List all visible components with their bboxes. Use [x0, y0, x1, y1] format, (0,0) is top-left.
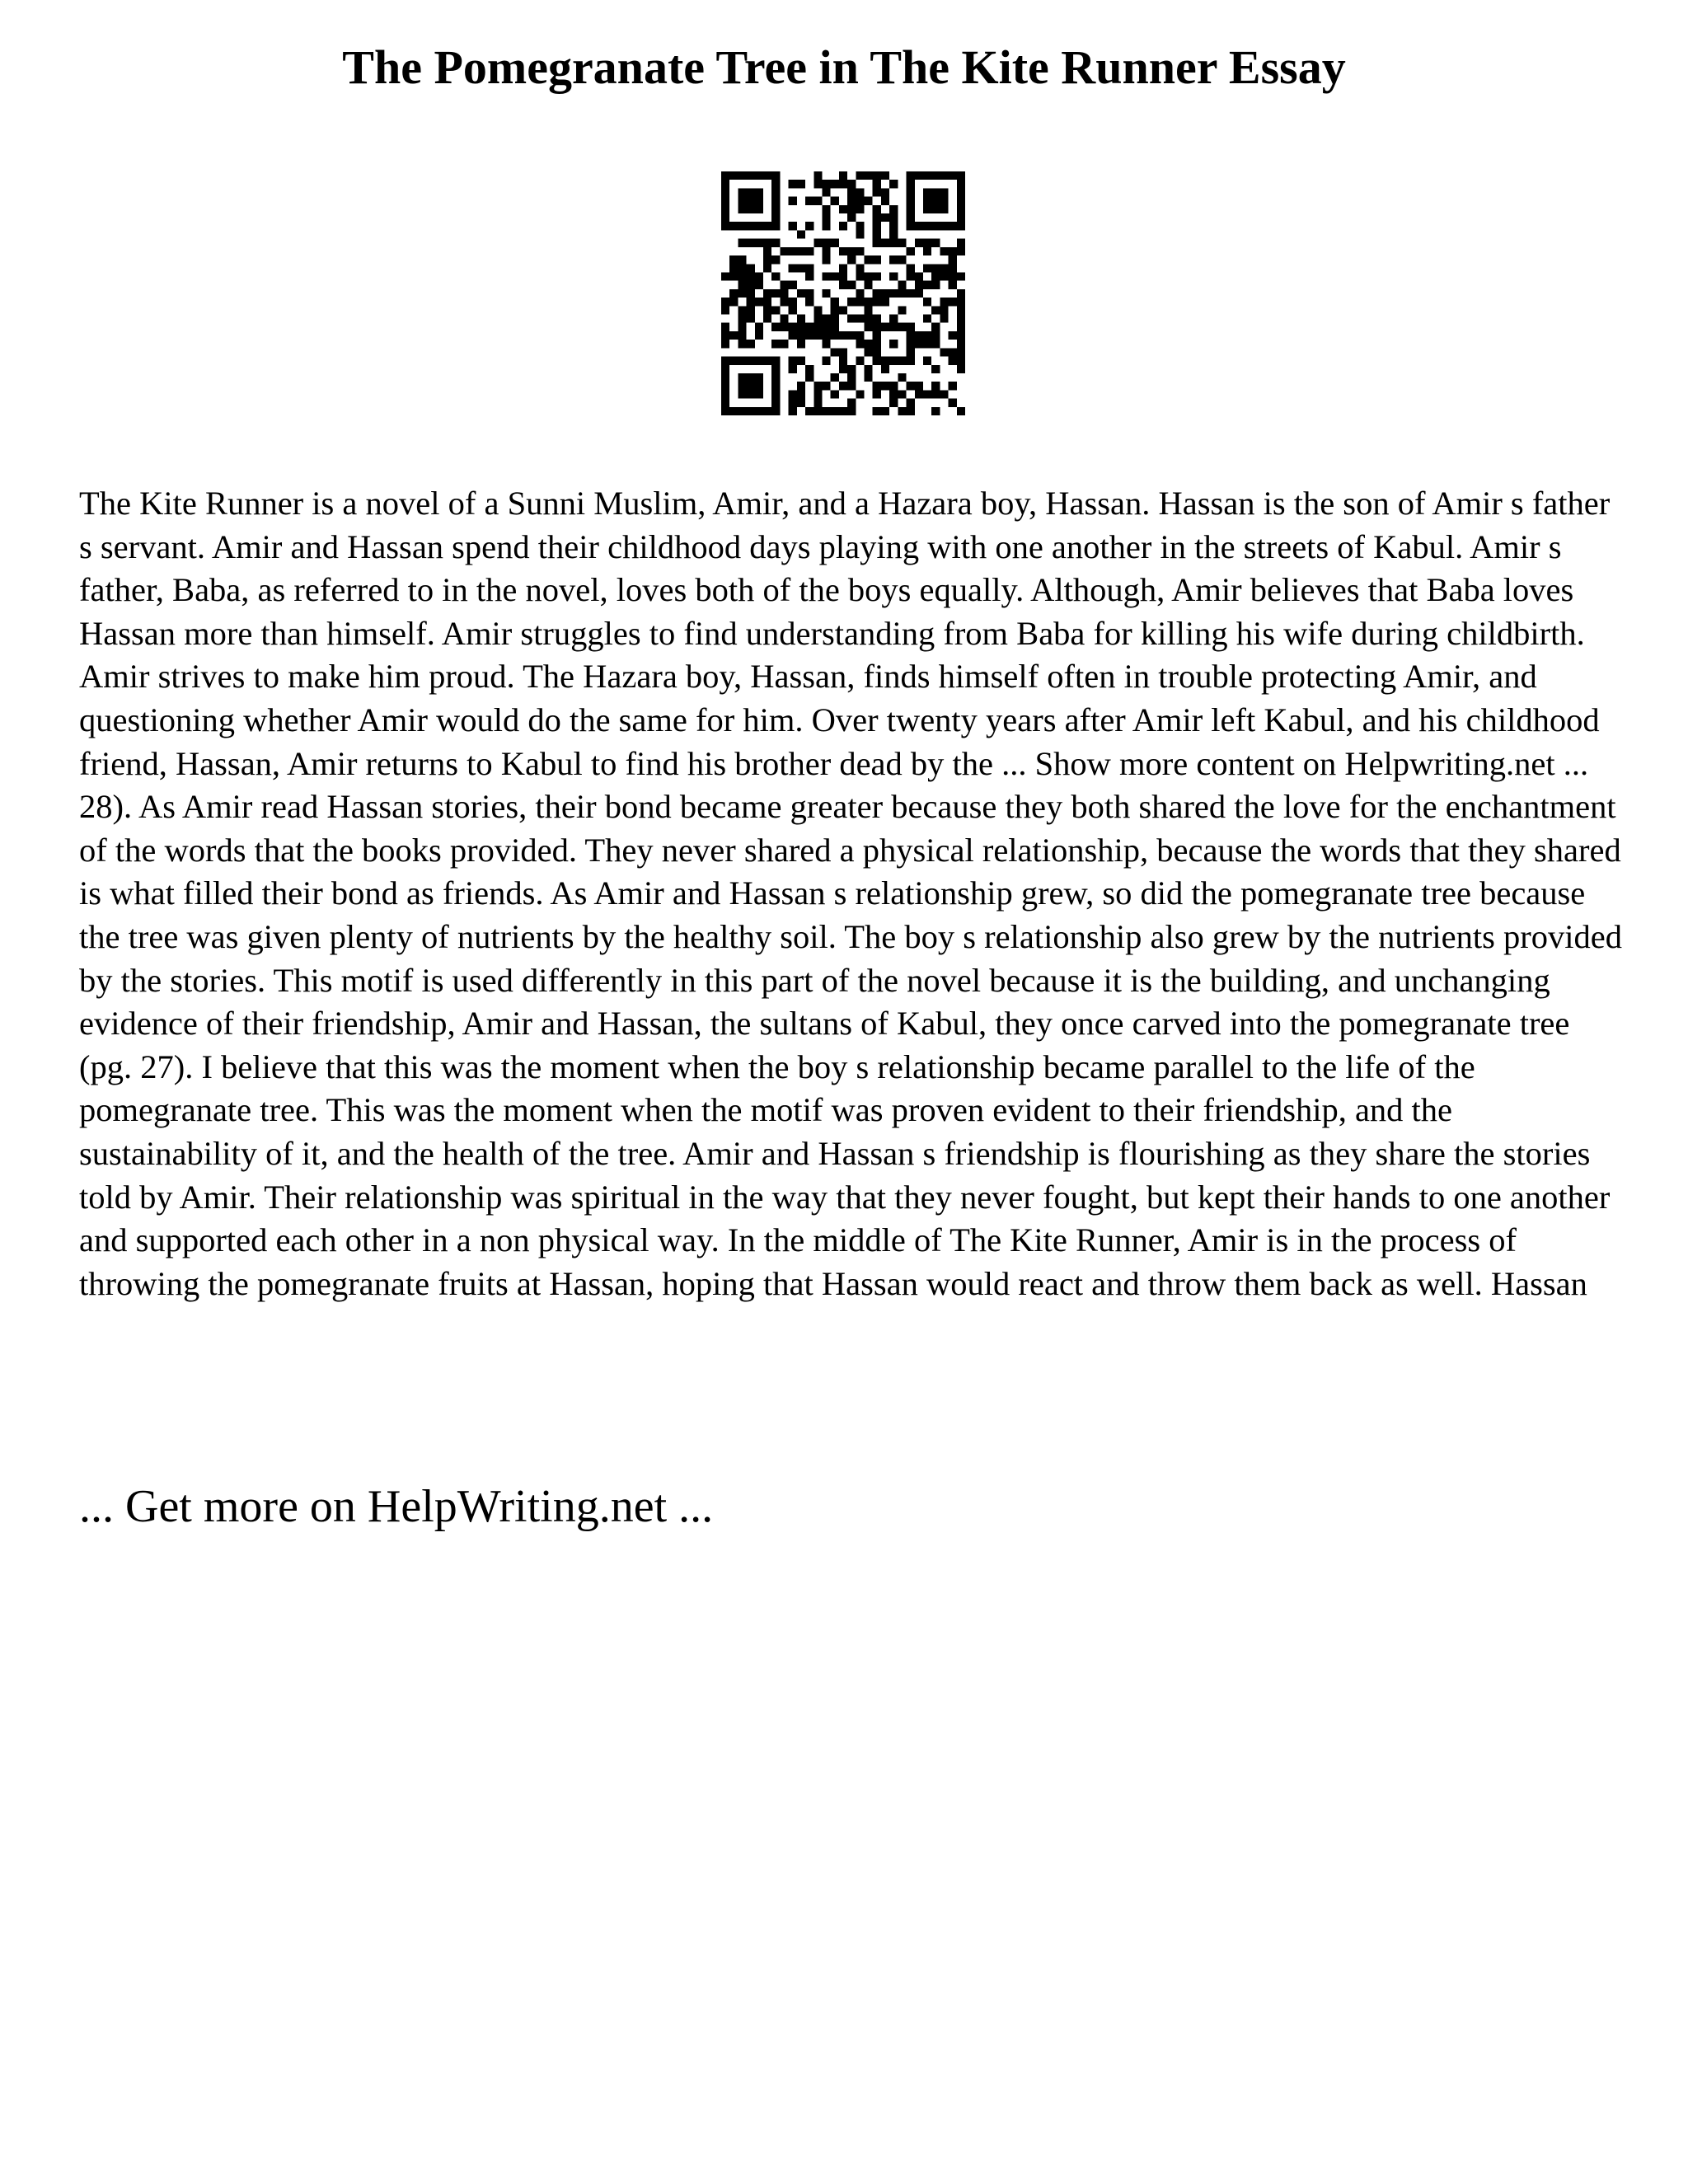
qr-modules [721, 171, 965, 415]
document-title: The Pomegranate Tree in The Kite Runner Essay [342, 40, 1346, 94]
qr-code-icon[interactable] [721, 171, 965, 415]
get-more-link[interactable]: ... Get more on HelpWriting.net ... [79, 1481, 714, 1532]
essay-body-text: The Kite Runner is a novel of a Sunni Muslim, Amir, and a Hazara boy, Hassan. Hassan is the son of Amir s father s servant. Amir and Hassan spend their childhood days playing with one another in the streets of Kabul. Amir s father, Baba, as referred to in the novel, loves both of the boys equally. Although, Amir believes that Baba loves Hassan more than himself. Amir struggles to find understanding from Baba for killing his wife during childbirth. Amir strives to make him proud. The Hazara boy, Hassan, finds himself often in trouble protecting Amir, and questioning whether Amir would do the same for him. Over twenty years after Amir left Kabul, and his childhood friend, Hassan, Amir returns to Kabul to find his brother dead by the ... Show more content on Helpwriting.net ... 28). As Amir read Hassan stories, their bond became greater because they both shared the love for the enchantment of the words that the books provided. They never shared a physical relationship, because the words that they shared is what filled their bond as friends. As Amir and Hassan s relationship grew, so did the pomegranate tree because the tree was given plenty of nutrients by the healthy soil. The boy s relationship also grew by the nutrients provided by the stories. This motif is used differently in this part of the novel because it is the building, and unchanging evidence of their friendship, Amir and Hassan, the sultans of Kabul, they once carved into the pomegranate tree (pg. 27). I believe that this was the moment when the boy s relationship became parallel to the life of the pomegranate tree. This was the moment when the motif was proven evident to their friendship, and the sustainability of it, and the health of the tree. Amir and Hassan s friendship is flourishing as they share the stories told by Amir. Their relationship was spiritual in the way that they never fought, but kept their hands to one another and supported each other in a non physical way. In the middle of The Kite Runner, Amir is in the process of throwing the pomegranate fruits at Hassan, hoping that Hassan would react and throw them back as well. Hassan [79, 485, 1622, 1302]
